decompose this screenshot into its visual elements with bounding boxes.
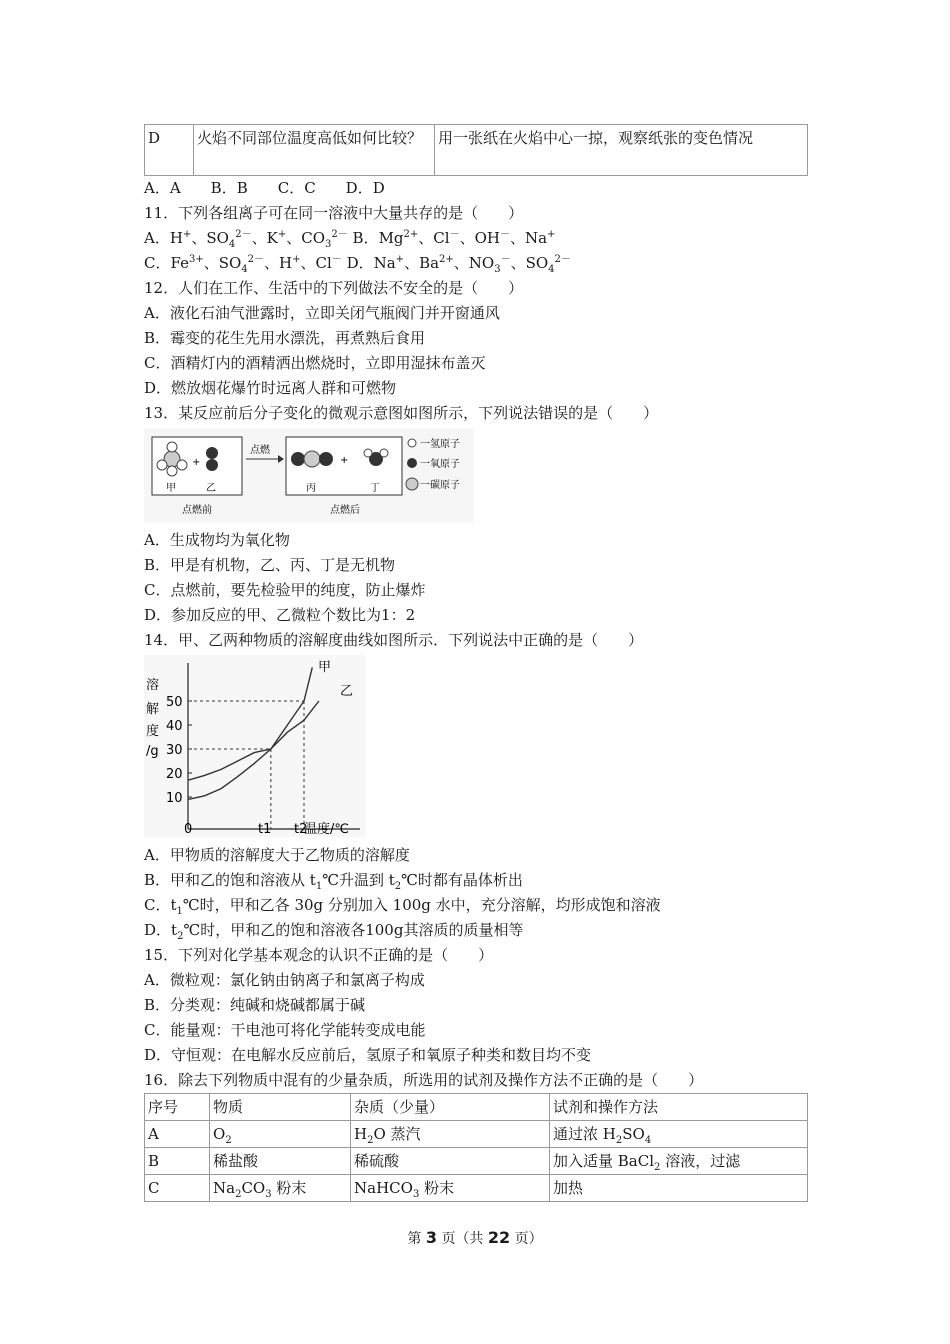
- x-tick-t1: t1: [258, 822, 272, 837]
- footer-pre: 第: [407, 1231, 422, 1247]
- legend-hydrogen-icon: [408, 439, 416, 447]
- footer-post: 页）: [514, 1231, 543, 1247]
- q13-option-d: D．参加反应的甲、乙微粒个数比为1：2: [144, 606, 416, 624]
- y-tick-label: 20: [166, 767, 183, 782]
- q12-option-c: C．酒精灯内的酒精洒出燃烧时，立即用湿抹布盖灭: [144, 354, 486, 372]
- y-tick-label: 30: [166, 743, 183, 758]
- exam-page: [144, 124, 808, 1202]
- q14-option-c: C．$t_1℃$时，甲和乙各 30g 分别加入 100g 水中，充分溶解，均形成饱和溶液: [144, 896, 661, 917]
- y-label-4: /g: [146, 744, 159, 759]
- x-tick-0: 0: [184, 822, 193, 837]
- oxygen-atom: [291, 452, 305, 466]
- page-footer: [0, 1228, 950, 1248]
- oxygen-atom: [319, 452, 333, 466]
- label-jia: 甲: [166, 483, 176, 494]
- x-label: 温度/℃: [304, 822, 349, 837]
- reagent-text: 通过浓: [553, 1125, 599, 1143]
- q15-option-a: A．微粒观：氯化钠由钠离子和氯离子构成: [144, 971, 425, 989]
- q13-option-b: B．甲是有机物，乙、丙、丁是无机物: [144, 556, 396, 574]
- header-cell: 物质: [210, 1094, 351, 1121]
- header-cell: 杂质（少量）: [351, 1094, 550, 1121]
- legend-oxygen: 一氧原子: [420, 459, 460, 470]
- table-row: [145, 1121, 808, 1148]
- oxygen-atom: [206, 459, 218, 471]
- q12-option-a: A．液化石油气泄露时，立即关闭气瓶阀门并开窗通风: [144, 304, 500, 322]
- arrow-label: 点燃: [250, 445, 270, 456]
- cell: 稀硫酸: [351, 1148, 550, 1175]
- y-label-2: 解: [146, 702, 160, 717]
- cell: NaHCO$_3$ 粉末: [351, 1175, 550, 1202]
- page-number: 3: [425, 1228, 437, 1247]
- carbon-atom: [304, 451, 320, 467]
- q11-options-cd: C．$Fe^{3+}$、$SO_4^{2-}$、H+、Cl－ D．Na+、$Ba^{2+}$、$NO_3^-$、$SO_4^{2-}$: [144, 254, 571, 275]
- y-tick-label: 10: [166, 791, 183, 806]
- q11-options-ab: A．H+、$SO_4^{2-}$、K+、$CO_3^{2-}$ B．$Mg^{2+}$、Cl－、OH－、Na+: [144, 229, 556, 250]
- footer-mid: 页（共: [441, 1231, 484, 1247]
- header-cell: 序号: [145, 1094, 210, 1121]
- label-after: 点燃后: [330, 505, 360, 516]
- hydrogen-atom: [157, 460, 167, 470]
- cell: $O_2$: [210, 1121, 351, 1148]
- cell: $H_2O$ 蒸汽: [351, 1121, 550, 1148]
- method-cell: 用一张纸在火焰中心一掠，观察纸张的变色情况: [435, 125, 808, 176]
- q15-stem: 15．下列对化学基本观念的认识不正确的是（ ）: [144, 946, 494, 964]
- table-row: [145, 1175, 808, 1202]
- hydrogen-atom: [364, 449, 372, 457]
- label-before: 点燃前: [182, 505, 212, 516]
- q15-option-b: B．分类观：纯碱和烧碱都属于碱: [144, 996, 366, 1014]
- q13-option-a: A．生成物均为氧化物: [144, 531, 290, 549]
- q13-stem: 13．某反应前后分子变化的微观示意图如图所示，下列说法错误的是（ ）: [144, 404, 659, 422]
- cell: $Na_2CO_3$ 粉末: [210, 1175, 351, 1202]
- hydrogen-atom: [167, 466, 177, 476]
- table-row: [145, 1094, 808, 1121]
- q12-option-b: B．霉变的花生先用水漂洗，再煮熟后食用: [144, 329, 426, 347]
- legend-hydrogen: 一氢原子: [420, 439, 460, 450]
- hydrogen-atom: [167, 442, 177, 452]
- hydrogen-atom: [177, 460, 187, 470]
- q14-d-tail: ℃时，甲和乙的饱和溶液各100g其溶质的质量相等: [183, 921, 524, 939]
- question-cell: 火焰不同部位温度高低如何比较？: [194, 125, 435, 176]
- cell: 通过浓 $H_2SO_4$: [550, 1121, 808, 1148]
- experiment-table-tail: [144, 124, 808, 176]
- q14-option-b: B．甲和乙的饱和溶液从 $t_1℃$升温到 $t_2℃$时都有晶体析出: [144, 871, 523, 892]
- y-label-1: 溶: [146, 678, 160, 693]
- q14-stem: 14．甲、乙两种物质的溶解度曲线如图所示．下列说法中正确的是（ ）: [144, 631, 644, 649]
- y-label-3: 度: [146, 724, 160, 739]
- q16-stem: 16．除去下列物质中混有的少量杂质，所选用的试剂及操作方法不正确的是（ ）: [144, 1071, 704, 1089]
- powder-text: 粉末: [424, 1179, 455, 1197]
- table-row: [145, 1148, 808, 1175]
- q15-option-d: D．守恒观：在电解水反应前后，氢原子和氧原子种类和数目均不变: [144, 1046, 592, 1064]
- q11-stem: 11．下列各组离子可在同一溶液中大量共存的是（ ）: [144, 204, 524, 222]
- q15-option-c: C．能量观：干电池可将化学能转变成电能: [144, 1021, 426, 1039]
- solubility-chart: [144, 655, 366, 837]
- steam-text: 蒸汽: [390, 1125, 421, 1143]
- series-label-yi: 乙: [340, 684, 354, 699]
- hydrogen-atom: [380, 449, 388, 457]
- plus-sign: +: [340, 455, 349, 466]
- cell: 加热: [550, 1175, 808, 1202]
- q16-table: [144, 1093, 808, 1202]
- x-tick-t2: t2: [294, 822, 308, 837]
- legend-carbon: 一碳原子: [420, 480, 460, 491]
- header-cell: 试剂和操作方法: [550, 1094, 808, 1121]
- series-label-jia: 甲: [318, 660, 332, 675]
- reagent-pre: 加入适量: [553, 1152, 614, 1170]
- q14-option-a: A．甲物质的溶解度大于乙物质的溶解度: [144, 846, 410, 864]
- q13-option-c: C．点燃前，要先检验甲的纯度，防止爆炸: [144, 581, 426, 599]
- powder-text: 粉末: [276, 1179, 307, 1197]
- q12-option-d: D．燃放烟花爆竹时远离人群和可燃物: [144, 379, 397, 397]
- cell: B: [145, 1148, 210, 1175]
- cell: A: [145, 1121, 210, 1148]
- q14-option-d: D．$t_2℃$时，甲和乙的饱和溶液各100g其溶质的质量相等: [144, 921, 524, 942]
- label-yi: 乙: [206, 483, 216, 494]
- after-box: [286, 437, 402, 495]
- page-total: 22: [487, 1228, 511, 1247]
- cell: C: [145, 1175, 210, 1202]
- reagent-post: 溶液，过滤: [665, 1152, 741, 1170]
- q12-stem: 12．人们在工作、生活中的下列做法不安全的是（ ）: [144, 279, 524, 297]
- y-tick-label: 40: [166, 719, 183, 734]
- table-row: [145, 125, 808, 176]
- legend-oxygen-icon: [407, 458, 417, 468]
- legend-carbon-icon: [406, 478, 418, 490]
- row-label: D: [145, 125, 194, 176]
- molecule-diagram: [144, 429, 474, 522]
- oxygen-atom: [206, 447, 218, 459]
- label-ding: 丁: [370, 483, 380, 494]
- q10-options: A．A B．B C．C D．D: [144, 179, 385, 197]
- cell: 加入适量 BaCl$_2$ 溶液，过滤: [550, 1148, 808, 1175]
- y-tick-label: 50: [166, 695, 183, 710]
- plus-sign: +: [192, 457, 201, 468]
- cell: 稀盐酸: [210, 1148, 351, 1175]
- label-bing: 丙: [306, 483, 316, 494]
